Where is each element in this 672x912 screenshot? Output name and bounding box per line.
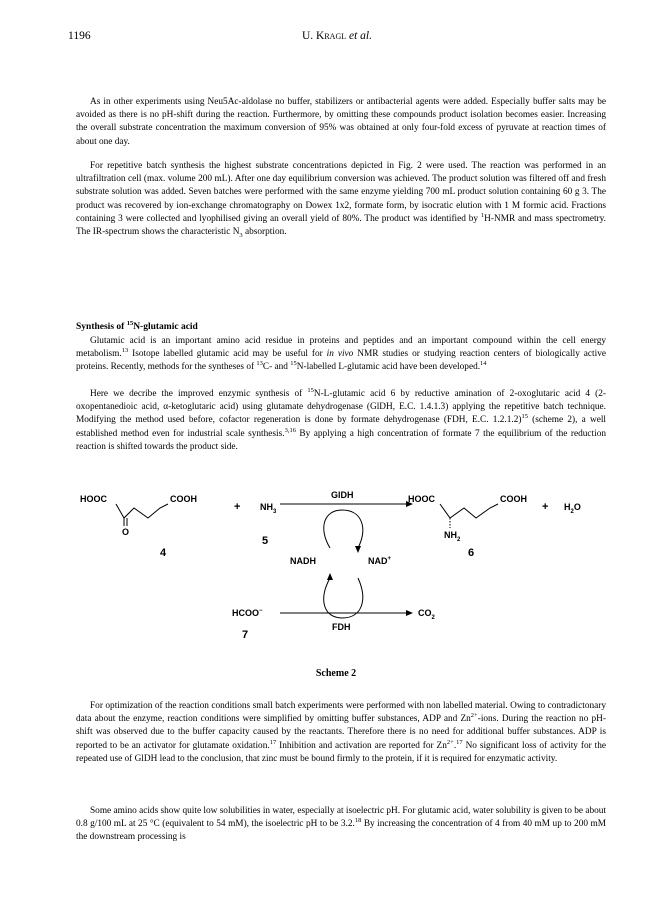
p4-text-d: By applying a high concentration of formate 7 the equilibrium of the reduction reaction is shifted towards the product side.: [76, 428, 606, 452]
p4-sup-15: 15: [307, 386, 314, 394]
section-prefix: Synthesis of: [76, 322, 127, 332]
p4-text-b: N-L-glutamic acid 6 by reductive amination of 2-oxoglutaric acid 4 (2-oxopentanedioic acid, α-ketoglutaric acid) using glutamate dehydrogenase (GlDH, E.C. 1.4.1.3) applying the repetitive batch technique. Modifying the method used before, cofactor regeneration is done by formate dehydrogenase (FDH, E.C. 1.2.1.2): [76, 389, 606, 426]
p6-ref-18: 18: [354, 817, 362, 825]
p5-text-a: For optimization of the reaction conditions small batch experiments were performed with non labelled material. Owing to contradictonary data about the enzyme, reaction conditions were simplified by omitting buffer substances, ADP and Zn: [76, 701, 606, 725]
p3-text-d: C- and: [262, 362, 291, 373]
p5-text-e: No significant loss of activity for the repeated use of GlDH lead to the conclusion, that zinc must be bound firmly to the protein, if it is required for enzymatic activity.: [76, 740, 607, 764]
nadh-label: NADH: [290, 556, 316, 566]
paragraph-3: [76, 335, 606, 375]
section-sup: 15: [126, 319, 134, 327]
compound-6-nh2: $NH_2$: [444, 530, 461, 543]
compound-6-cooh: COOH: [500, 494, 527, 504]
gldh-label: GlDH: [331, 490, 354, 500]
ammonia-label: $NH_3$: [260, 502, 277, 515]
fdh-loop-arrowhead: [327, 573, 333, 580]
p3-text-e: N-labelled L-glutamic acid have been developed.: [296, 362, 481, 373]
p2-text-c: absorption.: [242, 227, 287, 238]
running-title: [68, 30, 606, 42]
p3-text-a: Glutamic acid is an important amino acid residue in proteins and peptides and an important compound within the cell energy metabolism.: [76, 336, 606, 360]
paragraph-2: [76, 160, 606, 239]
p2-text-b: H-NMR and mass spectrometry. The IR-spectrum shows the characteristic N: [76, 213, 607, 238]
p4-text-c: (scheme 2), a well established method even for industrial scale synthesis.: [76, 415, 606, 439]
co2-label: $CO_2$: [418, 608, 435, 621]
p3-ref-14: 14: [480, 360, 487, 368]
compound-number-4: 4: [160, 547, 167, 559]
p3-text-c: NMR studies or studying reaction centers of biologically active proteins. Recently, methods for the syntheses of: [76, 349, 606, 373]
paragraph-6: [76, 805, 606, 845]
p5-ref-17b: 17: [456, 738, 463, 746]
p2-text-a: For repetitive batch synthesis the highest substrate concentrations depicted in Fig. 2 were used. The reaction was performed in an ultrafiltration cell (max. volume 200 mL). After one day equilibrium conversion was achieved. The product solution was filtered off and fresh substrate solution was added. Seven batches were performed with the same enzyme yielding 700 mL product solution containing 60 g 3. The product was recovered by ion-exchange chromatography on Dowex 1x2, formate form, by isocratic elution with 1 M formic acid. Fractions containing 3 were collected and lyophilised giving an overall yield of 80%. The product was identified by: [76, 161, 606, 224]
p2-sup-1: 1: [480, 211, 485, 219]
paragraph-4: [76, 388, 606, 454]
compound-6-hooc: HOOC: [408, 494, 435, 504]
p3-sup-13: 13: [256, 360, 263, 368]
p3-sup-15: 15: [290, 360, 297, 368]
p4-ref-15: 15: [521, 413, 528, 421]
running-author-suffix: et al.: [349, 30, 372, 42]
scheme-caption: Scheme 2: [315, 668, 357, 679]
fdh-cofactor-loop: [324, 578, 363, 618]
compound-number-5: 5: [262, 535, 269, 547]
scheme-2: [76, 488, 606, 668]
compound-4-oxo: O: [122, 527, 130, 537]
running-author: U. Kragl: [301, 30, 347, 42]
p5-text-c: Inhibition and activation are reported for Zn: [276, 740, 447, 751]
running-header: [68, 30, 606, 46]
compound-6-chain: [440, 504, 498, 518]
compound-number-6: 6: [468, 547, 475, 559]
fdh-arrowhead: [406, 610, 413, 616]
gldh-loop-arrowhead: [355, 546, 361, 553]
p2-sub-3: 3: [239, 231, 243, 239]
compound-4-hooc: HOOC: [80, 494, 107, 504]
plus-sign-1: +: [234, 501, 241, 513]
page-number: 1196: [68, 30, 91, 42]
p4-ref-3-16: 3,16: [284, 426, 296, 434]
water-label: $H_2O$: [564, 502, 581, 515]
paragraph-1: As in other experiments using Neu5Ac-aldolase no buffer, stabilizers or antibacterial agents were added. Especially buffer salts may be avoided as there is no pH-shift during the reaction. Furthermore, by omitting these compounds product isolation becomes easier. Increasing the overall substrate concentration the maximum conversion of 95% was obtained at only four-fold excess of pyruvate at reaction times of about one day.: [76, 97, 606, 147]
p5-ref-17a: 17: [269, 738, 277, 746]
fdh-label: FDH: [332, 622, 351, 632]
gldh-cofactor-loop: [324, 510, 363, 548]
p6-text-b: By increasing the concentration of 4 from 40 mM up to 200 mM the downstream processing is: [76, 819, 606, 843]
p5-sup-zn: 2+: [470, 712, 478, 720]
p5-sup-zn-2: 2+: [446, 738, 454, 746]
p3-text-b: Isotope labelled glutamic acid may be useful for: [128, 349, 327, 360]
section-heading: [76, 319, 198, 332]
compound-4-chain: [116, 504, 168, 518]
compound-4-cooh: COOH: [170, 494, 197, 504]
p5-text-d: .: [453, 740, 457, 751]
p4-text-a: Here we decribe the improved enzymic synthesis of: [90, 389, 308, 399]
p3-in-vivo: in vivo: [326, 349, 354, 360]
plus-sign-2: +: [542, 501, 549, 513]
p6-text-a: Some amino acids show quite low solubilities in water, especially at isoelectric pH. For glutamic acid, water solubility is given to be about 0.8 g/100 mL at 25 °C (equivalent to 54 mM), the isoelectric pH to be 3.2.: [76, 806, 606, 830]
reaction-scheme-diagram: [76, 488, 606, 668]
nad-label: NAD+: [368, 556, 392, 566]
section-title: N-glutamic acid: [133, 322, 198, 332]
p3-ref-13: 13: [121, 347, 129, 355]
paragraph-5: [76, 700, 606, 766]
compound-number-7: 7: [242, 629, 249, 641]
formate-label: HCOO−: [232, 608, 263, 618]
p5-text-b: -ions. During the reaction no pH-shift was observed due to the buffer capacity caused by the reactants. Therefore there is no need for additional buffer substances. ADP is reported to be an activator for glutamate oxidation.: [76, 714, 606, 751]
